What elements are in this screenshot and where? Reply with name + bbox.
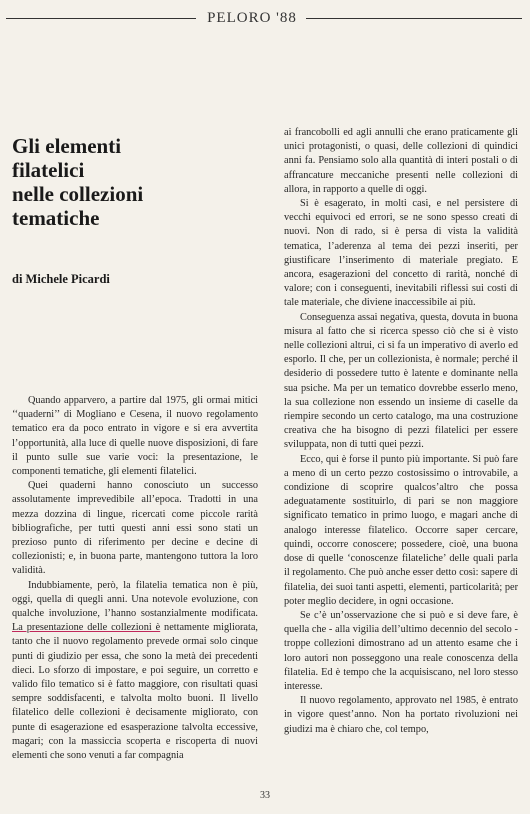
article-title-line: Gli elementi	[12, 134, 122, 158]
article-title	[12, 134, 192, 230]
article-title-line: nelle collezioni	[12, 182, 144, 206]
body-paragraph: ai francobolli ed agli annulli che erano praticamente gli unici protagonisti, o quasi, delle collezioni di quindici anni fa. Pensiamo solo alla quantità di interi postali o di affrancature meccaniche presenti nelle collezioni di allora, in rapporto a quelle di oggi.	[284, 127, 518, 195]
body-paragraph: Quei quaderni hanno conosciuto un successo assolutamente imprevedibile all’epoca. Tradotti in una mezza dozzina di lingue, ricercati come piccole rarità bibliografiche, per tutti questi anni essi sono stati un prezioso punto di riferimento per decine e decine di collezionisti; e, in buona parte, mantengono tuttora la loro validità.	[12, 480, 258, 577]
body-paragraph: Ecco, qui è forse il punto più importante. Si può fare a meno di un certo pezzo costosissimo o introvabile, a condizione di scoprire qualcos’altro che possa adeguatamente sostituirlo, di pari se non maggiore significato tematico in primo luogo, e magari anche di analogo interesse filatelico. Occorre saper cercare, quindi, occorre conoscere; possedere, cioè, una buona dose di quelle ‘conoscenze filateliche’ delle quali parla il regolamento. Che può anche esser detto così: sapere di filatelia, dei suoi tanti aspetti, elementi, particolarità; per poter meglio decidere, in ogni occasione.	[284, 453, 518, 607]
body-paragraph: Si è esagerato, in molti casi, e nel persistere di vecchi equivoci ed errori, se ne sono spesso creati di nuovi. Non di rado, si è persa di vista la validità tematica, l’aderenza al tema dei pezzi inseriti, per giustificare l’inserimento di materiale pregiato. E ancora, esagerazioni del concetto di rarità, nonché di valore; con i conseguenti, inevitabili riflessi sui costi di tale materiale, che diviene inaccessibile ai più.	[284, 198, 518, 309]
body-paragraph	[12, 579, 258, 764]
article-title-line: tematiche	[12, 206, 100, 230]
running-header	[0, 10, 530, 28]
page-number: 33	[260, 790, 270, 801]
body-paragraph: Conseguenza assai negativa, questa, dovuta in buona misura al fatto che si ricerca spesso ciò che si è visto nelle collezioni altrui, ci si fa un imperativo di averlo ed esporlo. Il che, per un collezionista, è normale; perché il desiderio di possedere tutto è latente e dominante nella sua psiche. Ma per un tematico dovrebbe esserlo meno, la sua collezione non essendo un insieme di caselle da riempire secondo un certo catalogo, ma una costruzione creativa che ha bisogno di pezzi filatelici per essere sviluppata, non di tutti quei pezzi.	[284, 311, 518, 451]
right-column	[284, 126, 518, 737]
paragraph-text: nettamente migliorata, tanto che il nuovo regolamento prevede ormai solo cinque punti di giudizio per essa, che sono la metà dei precedenti dieci. Lo sforzo di impostare, e poi seguire, un corretto e valido filo tematico si è fatto maggiore, con risultati quasi sempre soddisfacenti, e talvolta molto buoni. Il livello filatelico delle collezioni è decisamente migliorato, con punte di esagerazione ed esasperazione talvolta eccessive, magari; con la massiccia scoperta e riscoperta di nuovi elementi che sono venuti a far compagnia	[12, 622, 258, 762]
header-rule-right	[306, 18, 522, 19]
underlined-phrase: La presentazione delle collezioni è	[12, 622, 161, 634]
left-column	[12, 394, 258, 763]
body-paragraph: Quando apparvero, a partire dal 1975, gli ormai mitici ‘‘quaderni’’ di Mogliano e Cesena, il nuovo regolamento tematico era da poco entrato in vigore e si era avvertita l’opportunità, alla luce di quelle nuove disposizioni, di fare il punto sulle sue varie voci: la presentazione, le componenti tematiche, gli elementi filatelici.	[12, 395, 258, 478]
header-title: PELORO '88	[207, 10, 297, 26]
header-rule-left	[6, 18, 196, 19]
paragraph-text: Indubbiamente, però, la filatelia tematica non è più, oggi, quella di quegli anni. Una notevole evoluzione, con qualche involuzione, l’hanno sostanzialmente modificata.	[12, 579, 258, 620]
article-author: di Michele Picardi	[12, 272, 110, 286]
article-title-line: filatelici	[12, 158, 85, 182]
body-paragraph: Il nuovo regolamento, approvato nel 1985, è entrato in vigore quest’anno. Non ha portato rivoluzioni nei giudizi ma è chiaro che, col tempo,	[284, 695, 518, 735]
body-paragraph: Se c’è un’osservazione che si può e si deve fare, è quella che - alla vigilia dell’ultimo decennio del secolo - troppe collezioni dimostrano ad un attento esame che i loro autori non posseggono una reale conoscenza della filatelia. Ed è tempo che la acquisiscano, nel loro stesso interesse.	[284, 609, 518, 692]
